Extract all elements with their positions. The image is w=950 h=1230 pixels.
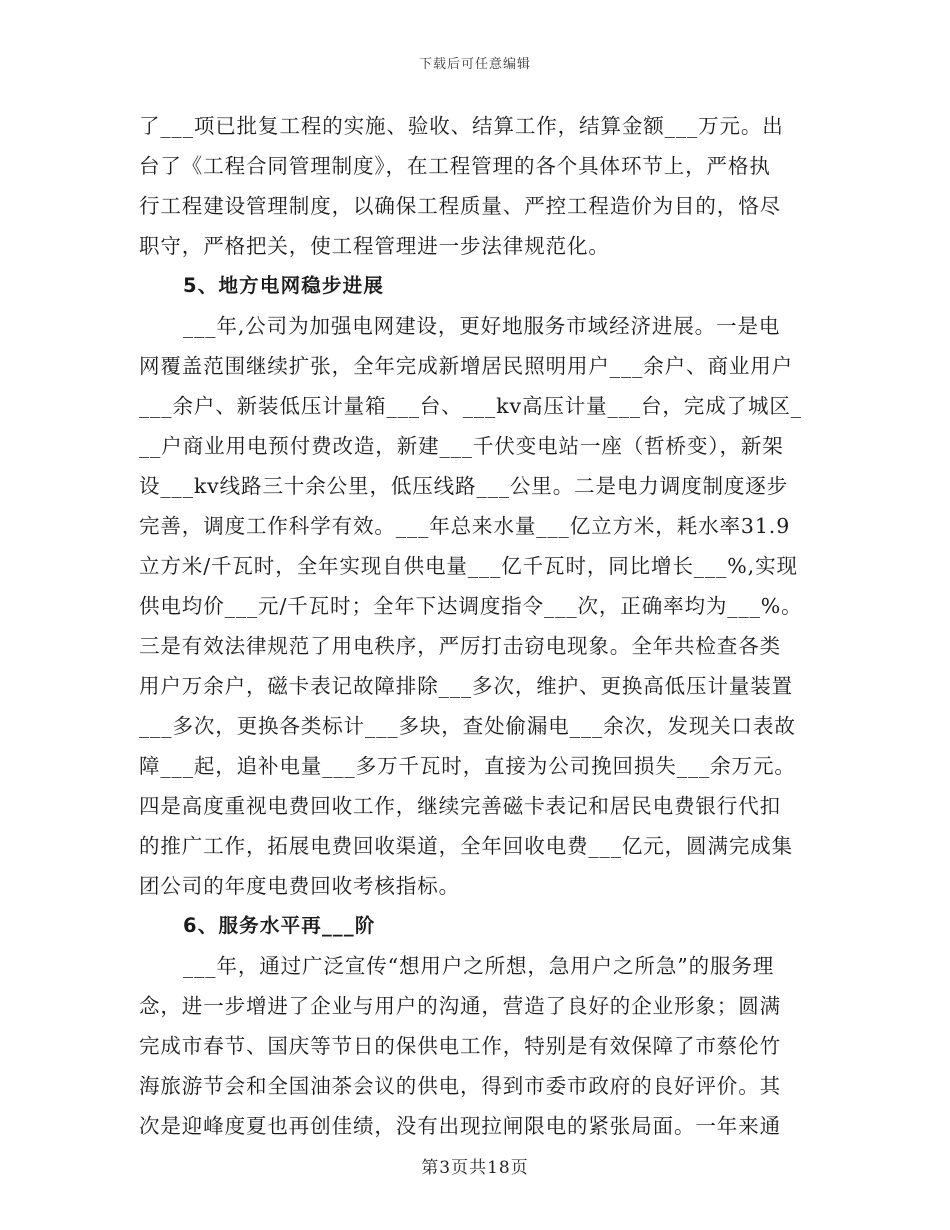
page-header: 下载后可任意编辑 <box>418 57 531 72</box>
text-line: 的推广工作，拓展电费回收渠道，全年回收电费___亿元，圆满完成集 <box>139 834 794 858</box>
section-heading-6: 6、服务水平再___阶 <box>183 914 376 937</box>
text-line: __户商业用电预付费改造，新建___千伏变电站一座（哲桥变），新架 <box>139 434 784 458</box>
text-line: 了___项已批复工程的实施、验收、结算工作，结算金额___万元。出 <box>139 114 784 138</box>
text-line: 立方米/千瓦时，全年实现自供电量___亿千瓦时，同比增长___%,实现 <box>139 554 798 578</box>
text-line: 设___kv线路三十余公里，低压线路___公里。二是电力调度制度逐步 <box>139 474 789 498</box>
text-line: 障___起，追补电量___多万千瓦时，直接为公司挽回损失___余万元。 <box>139 754 796 778</box>
text-line: 完成市春节、国庆等节日的保供电工作，特别是有效保障了市蔡伦竹 <box>139 1034 781 1058</box>
text-line: ___年,公司为加强电网建设，更好地服务市域经济进展。一是电 <box>183 314 781 338</box>
text-line: 次是迎峰度夏也再创佳绩，没有出现拉闸限电的紧张局面。一年来通 <box>139 1114 781 1138</box>
text-line: 台了《工程合同管理制度》，在工程管理的各个具体环节上，严格执 <box>139 154 771 178</box>
text-line: 四是高度重视电费回收工作，继续完善磁卡表记和居民电费银行代扣 <box>139 794 781 818</box>
page-number: 第3页共18页 <box>421 1158 529 1178</box>
document-body <box>139 106 811 1146</box>
text-line: 用户万余户，磁卡表记故障排除___多次，维护、更换高低压计量装置 <box>139 674 794 698</box>
text-line: 海旅游节会和全国油茶会议的供电，得到市委市政府的良好评价。其 <box>139 1074 781 1098</box>
text-line: 念，进一步增进了企业与用户的沟通，营造了良好的企业形象；圆满 <box>139 994 781 1018</box>
text-line: ___余户、新装低压计量箱___台、___kv高压计量___台，完成了城区_ <box>139 394 802 418</box>
text-line: 行工程建设管理制度，以确保工程质量、严控工程造价为目的，恪尽 <box>139 194 781 218</box>
text-line: ___多次，更换各类标计___多块，查处偷漏电___余次，发现关口表故 <box>139 714 796 738</box>
text-line: 完善，调度工作科学有效。___年总来水量___亿立方米，耗水率31.9 <box>139 514 791 538</box>
text-line: 职守，严格把关，使工程管理进一步法律规范化。 <box>139 234 610 258</box>
section-heading-5: 5、地方电网稳步进展 <box>183 274 385 297</box>
text-line: ___年，通过广泛宣传“想用户之所想，急用户之所急”的服务理 <box>183 954 775 978</box>
text-line: 网覆盖范围继续扩张，全年完成新增居民照明用户___余户、商业用户 <box>139 354 794 378</box>
text-line: 供电均价___元/千瓦时；全年下达调度指令___次，正确率均为___%。 <box>139 594 803 618</box>
text-line: 三是有效法律规范了用电秩序，严厉打击窃电现象。全年共检查各类 <box>139 634 781 658</box>
text-line: 团公司的年度电费回收考核指标。 <box>139 874 460 898</box>
